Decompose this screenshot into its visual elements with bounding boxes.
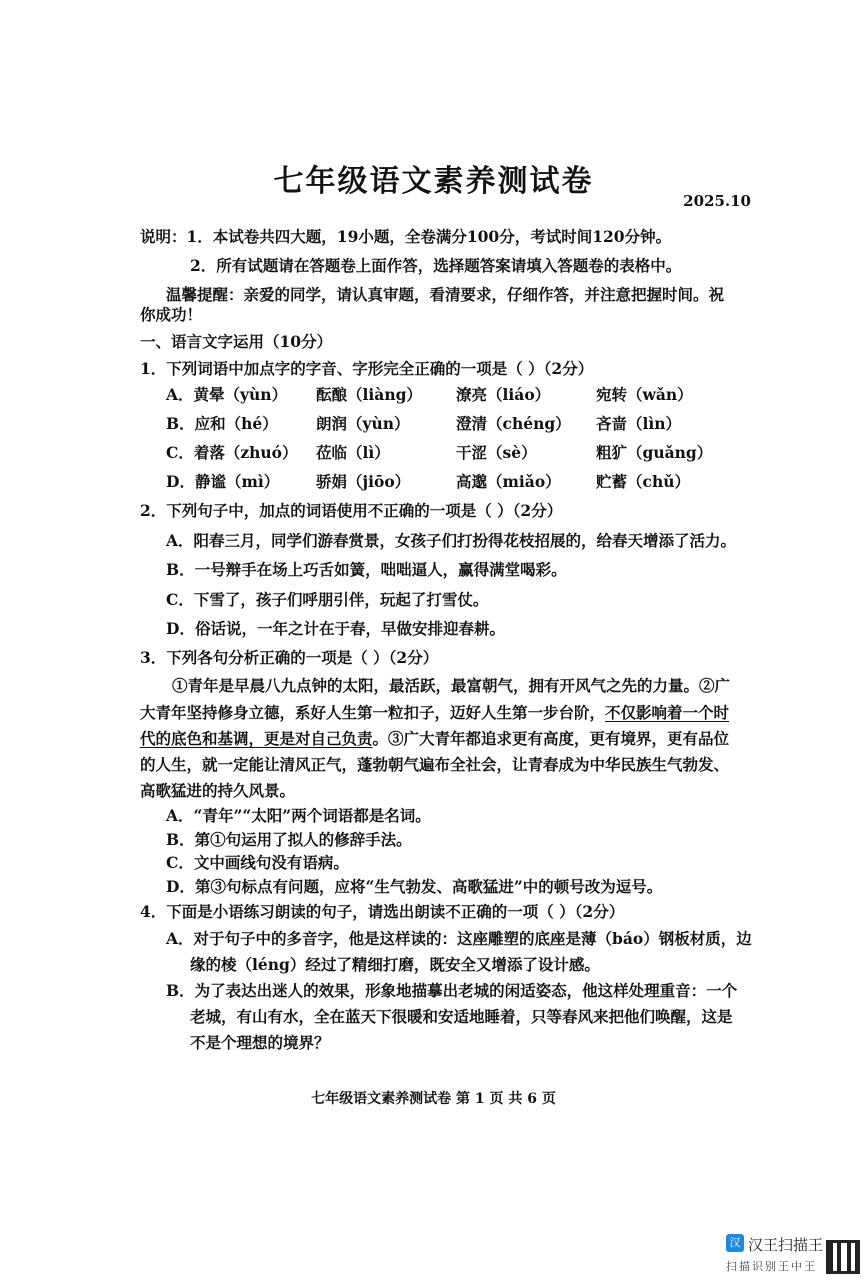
question-3-option-c: C．文中画线句没有语病。 xyxy=(166,853,349,872)
question-3-option-d: D．第③句标点有问题，应将“生气勃发、高歌猛进”中的顿号改为逗号。 xyxy=(166,877,663,896)
option-word: D．静谧（mì） xyxy=(166,472,280,491)
reminder-line-1: 温馨提醒：亲爱的同学，请认真审题，看清要求，仔细作答，并注意把握时间。祝 xyxy=(166,285,725,304)
question-2-option-a: A．阳春三月，同学们游春赏景，女孩子们打扮得花枝招展的，给春天增添了活力。 xyxy=(166,531,737,550)
question-2-option-d: D．俗话说，一年之计在于春，早做安排迎春耕。 xyxy=(166,619,505,638)
scanner-watermark xyxy=(726,1234,822,1278)
option-word: 贮蓄（chǔ） xyxy=(596,472,690,491)
passage-text: 大青年坚持修身立德，系好人生第一粒扣子，迈好人生第一步台阶， xyxy=(140,703,606,722)
option-word: 粗犷（guǎng） xyxy=(596,443,713,462)
question-4-option-b-line-1: B．为了表达出迷人的效果，形象地描摹出老城的闲适姿态，他这样处理重音：一个 xyxy=(166,981,738,1000)
option-word: C．着落（zhuó） xyxy=(166,443,298,462)
qr-code-icon xyxy=(826,1240,860,1274)
instructions-line-2: 2．所有试题请在答题卷上面作答，选择题答案请填入答题卷的表格中。 xyxy=(190,256,682,275)
option-word: 宛转（wǎn） xyxy=(596,385,693,404)
passage-line-2 xyxy=(140,702,760,724)
question-2-option-b: B．一号辩手在场上巧舌如簧，咄咄逼人，赢得满堂喝彩。 xyxy=(166,560,567,579)
passage-line-1: ①青年是早晨八九点钟的太阳，最活跃，最富朝气，拥有开风气之先的力量。②广 xyxy=(172,676,731,695)
question-1-option-b xyxy=(166,412,786,434)
option-word: 高邈（miǎo） xyxy=(456,472,561,491)
underlined-sentence: 代的底色和基调，更是对自己负责 xyxy=(140,729,373,748)
scanner-logo-icon: 汉 xyxy=(726,1234,744,1252)
question-4-option-b-line-2: 老城，有山有水，全在蓝天下很暖和安适地睡着，只等春风来把他们唤醒，这是 xyxy=(190,1007,733,1026)
underlined-sentence: 不仅影响着一个时 xyxy=(605,703,730,722)
passage-line-5: 高歌猛进的持久风景。 xyxy=(140,781,296,800)
option-word: 潦亮（liáo） xyxy=(456,385,551,404)
passage-text: 。③广大青年都追求更有高度，更有境界，更有品位 xyxy=(372,729,730,748)
option-word: 澄清（chéng） xyxy=(456,414,571,433)
exam-date: 2025.10 xyxy=(683,192,751,210)
reminder-line-2: 你成功！ xyxy=(140,305,203,324)
option-word: 吝啬（lìn） xyxy=(596,414,682,433)
option-word: 骄娟（jiōo） xyxy=(316,472,411,491)
question-3-stem: 3．下列各句分析正确的一项是（ ）（2分） xyxy=(140,648,439,667)
option-word: B．应和（hé） xyxy=(166,414,278,433)
question-2-stem: 2．下列句子中，加点的词语使用不正确的一项是（ ）（2分） xyxy=(140,501,563,520)
question-3-option-b: B．第①句运用了拟人的修辞手法。 xyxy=(166,830,412,849)
question-4-stem: 4．下面是小语练习朗读的句子，请选出朗读不正确的一项（ ）（2分） xyxy=(140,902,625,921)
scanner-brand-slogan: 扫描识别王中王 xyxy=(726,1260,817,1273)
option-word: 酝酿（liàng） xyxy=(316,385,422,404)
passage-line-4: 的人生，就一定能让清风正气，蓬勃朝气遍布全社会，让青春成为中华民族生气勃发、 xyxy=(140,755,730,774)
option-word: 干涩（sè） xyxy=(456,443,537,462)
option-word: 莅临（lì） xyxy=(316,443,390,462)
question-3-option-a: A．“青年”“太阳”两个词语都是名词。 xyxy=(166,806,431,825)
question-1-option-d xyxy=(166,470,786,492)
question-1-stem: 1．下列词语中加点字的字音、字形完全正确的一项是（ ）（2分） xyxy=(140,359,594,378)
question-1-option-c xyxy=(166,441,786,463)
section-heading: 一、语言文字运用（10分） xyxy=(140,332,333,351)
question-2-option-c: C．下雪了，孩子们呼朋引伴，玩起了打雪仗。 xyxy=(166,590,489,609)
instructions-line-1: 说明：1．本试卷共四大题，19小题，全卷满分100分，考试时间120分钟。 xyxy=(140,227,672,246)
option-word: 朗润（yùn） xyxy=(316,414,410,433)
question-4-option-a-line-1: A．对于句子中的多音字，他是这样读的：这座雕塑的底座是薄（báo）钢板材质，边 xyxy=(166,929,752,948)
question-4-option-a-line-2: 缘的棱（léng）经过了精细打磨，既安全又增添了设计感。 xyxy=(190,955,600,974)
scanner-brand-name: 汉王扫描王 xyxy=(748,1236,824,1254)
question-1-option-a xyxy=(166,383,786,405)
option-word: A．黄晕（yùn） xyxy=(166,385,288,404)
page-footer: 七年级语文素养测试卷 第 1 页 共 6 页 xyxy=(311,1091,556,1107)
exam-title: 七年级语文素养测试卷 xyxy=(273,164,594,199)
passage-line-3 xyxy=(140,728,760,750)
question-4-option-b-line-3: 不是个理想的境界？ xyxy=(190,1033,330,1052)
